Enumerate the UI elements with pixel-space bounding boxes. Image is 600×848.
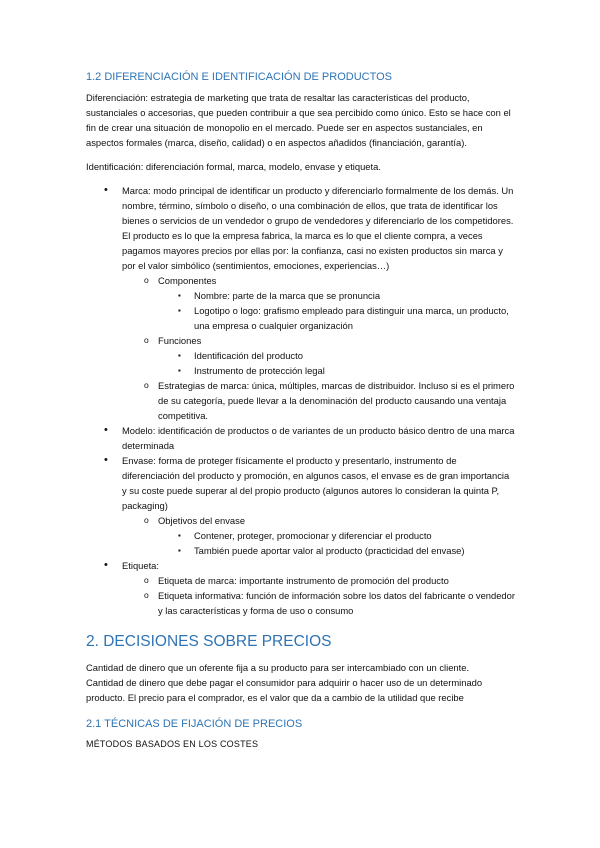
- componentes-label: Componentes: [158, 275, 217, 286]
- marca-sublist: [122, 273, 516, 423]
- etiqueta-label: Etiqueta:: [122, 560, 160, 571]
- paragraph-identificacion: Identificación: diferenciación formal, marca, modelo, envase y etiqueta.: [86, 161, 381, 172]
- envase-sublist: [122, 513, 516, 558]
- heading-2: 2. DECISIONES SOBRE PRECIOS: [86, 633, 332, 650]
- heading-2-1: 2.1 TÉCNICAS DE FIJACIÓN DE PRECIOS: [86, 718, 303, 730]
- list-item-componentes: [122, 273, 516, 333]
- paragraph-precio-2: Cantidad de dinero que debe pagar el consumidor para adquirir o hacer uso de un determinado producto. El precio para el comprador, es el valor que da a cambio de la utilidad que recibe: [86, 677, 483, 703]
- etiqueta-sublist: [122, 573, 516, 618]
- list-item: ▪ Logotipo o logo: grafismo empleado para distinguir una marca, un producto, una empresa o cualquier organización: [158, 303, 516, 333]
- list-item: ▪ Identificación del producto: [158, 348, 516, 363]
- envase-text: Envase: forma de proteger físicamente el producto y presentarlo, instrumento de diferenciación del producto y promoción, en algunos casos, el envase es de gran importancia y su coste puede superar al del propio producto (algunos autores lo consideran la quinta P, packaging): [122, 455, 510, 511]
- list-item-marca: [86, 183, 516, 423]
- heading-1-2: 1.2 DIFERENCIACIÓN E IDENTIFICACIÓN DE PRODUCTOS: [86, 71, 393, 83]
- componentes-sublist: [158, 288, 516, 333]
- list-item: ▪ Nombre: parte de la marca que se pronuncia: [158, 288, 516, 303]
- list-item: ▪ También puede aportar valor al producto (practicidad del envase): [158, 543, 516, 558]
- list-item-etiqueta: [86, 558, 516, 618]
- identification-list: [86, 183, 516, 618]
- list-item-objetivos: [122, 513, 516, 558]
- subheading-metodos-costes: MÉTODOS BASADOS EN LOS COSTES: [86, 739, 259, 749]
- list-item-estrategias: o Estrategias de marca: única, múltiples, marcas de distribuidor. Incluso si es el primero de su categoría, puede llevar a la denominación del producto causando una ventaja competitiva.: [122, 378, 516, 423]
- list-item: o Etiqueta de marca: importante instrumento de promoción del producto: [122, 573, 516, 588]
- list-item: ▪ Contener, proteger, promocionar y diferenciar el producto: [158, 528, 516, 543]
- list-item: o Etiqueta informativa: función de información sobre los datos del fabricante o vendedor y las características y forma de uso o consumo: [122, 588, 516, 618]
- funciones-label: Funciones: [158, 335, 202, 346]
- funciones-sublist: [158, 348, 516, 378]
- list-item-funciones: [122, 333, 516, 378]
- objetivos-sublist: [158, 528, 516, 558]
- document-content: [86, 70, 516, 761]
- marca-text: Marca: modo principal de identificar un producto y diferenciarlo formalmente de los demás. Un nombre, término, símbolo o diseño, o una combinación de ellos, que trata de identificar los bienes o servicios de un vendedor o grupo de vendedores y diferenciarlo de los competidores. El producto es lo que la empresa fabrica, la marca es lo que el cliente compra, a veces pagamos mayores precios por ellas por: la confianza, casi no existen productos sin marca y por el valor simbólico (sentimientos, emociones, experiencias…): [122, 185, 514, 271]
- list-item-envase: [86, 453, 516, 558]
- paragraph-diferenciacion: Diferenciación: estrategia de marketing que trata de resaltar las características del producto, sustanciales o accesorias, que pueden contribuir a que sea percibido como único. Esto se hace con el fin de crear una situación de monopolio en el mercado. Puede ser en aspectos sustanciales, en aspectos formales (marca, diseño, calidad) o en aspectos añadidos (financiación, garantía).: [86, 92, 511, 148]
- objetivos-label: Objetivos del envase: [158, 515, 246, 526]
- list-item: ▪ Instrumento de protección legal: [158, 363, 516, 378]
- list-item-modelo: • Modelo: identificación de productos o de variantes de un producto básico dentro de una marca determinada: [86, 423, 516, 453]
- paragraph-precio-1: Cantidad de dinero que un oferente fija a su producto para ser intercambiado con un cliente.: [86, 662, 470, 673]
